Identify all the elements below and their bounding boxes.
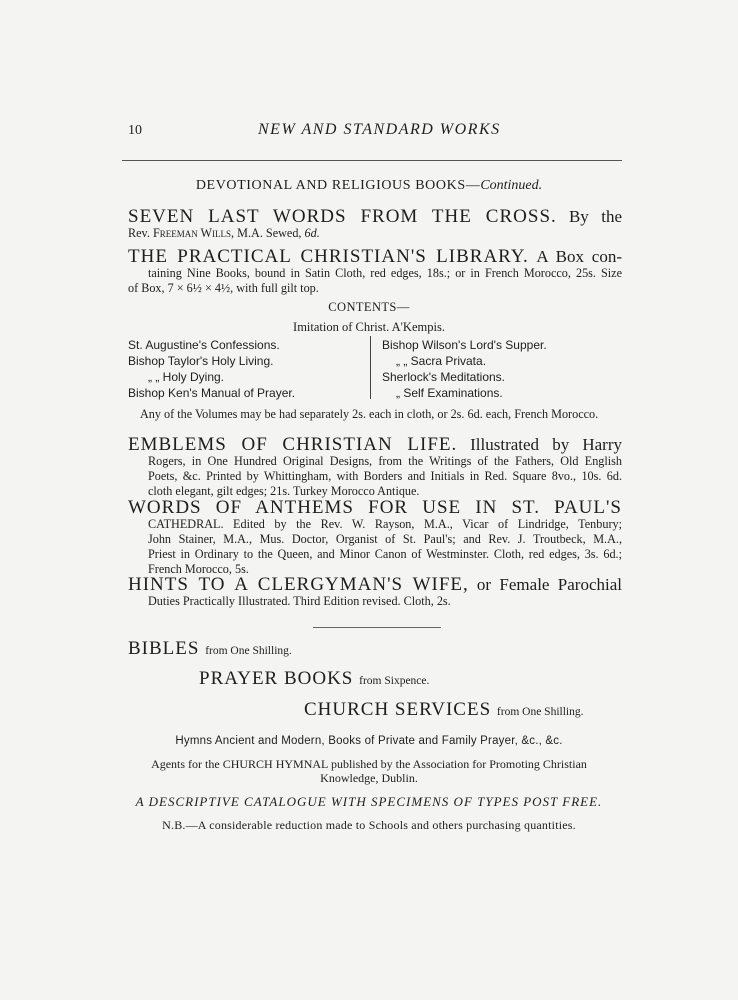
entry-title-line bbox=[128, 246, 622, 268]
contents-right-column bbox=[382, 337, 622, 401]
entry-detail: Duties Practically Illustrated. Third Edition revised. Cloth, 2s. bbox=[148, 594, 451, 608]
entry-practical-library bbox=[128, 246, 622, 296]
entry-detail bbox=[128, 226, 622, 241]
entry-title: HINTS TO A CLERGYMAN'S WIFE, bbox=[128, 574, 469, 595]
contents-item: „ „ Sacra Privata. bbox=[396, 354, 487, 368]
price: 6d. bbox=[304, 226, 320, 240]
bibles-title: BIBLES bbox=[128, 638, 200, 659]
contents-item: Bishop Ken's Manual of Prayer. bbox=[128, 386, 296, 400]
church-services-tail: from One Shilling. bbox=[496, 706, 584, 718]
entry-title-tail: A Box con- bbox=[536, 247, 622, 266]
entry-title-line bbox=[128, 497, 622, 519]
entry-detail-line-2: John Stainer, M.A., Mus. Doctor, Organist of St. Paul's; and Rev. J. Troutbeck, M.A., bbox=[148, 532, 622, 546]
contents-item: „ Self Examinations. bbox=[396, 386, 503, 400]
entry-detail-line-3: cloth elegant, gilt edges; 21s. Turkey Morocco Antique. bbox=[148, 484, 420, 498]
contents-first-item: Imitation of Christ. A'Kempis. bbox=[293, 320, 445, 334]
entry-detail-line-2: Poets, &c. Printed by Whittingham, with Borders and Initials in Red. Square 8vo., 10s. 6d. bbox=[148, 469, 622, 483]
agents-line-2: Knowledge, Dublin. bbox=[320, 771, 418, 785]
entry-title: SEVEN LAST WORDS FROM THE CROSS. bbox=[128, 206, 557, 227]
running-title: NEW AND STANDARD WORKS bbox=[258, 121, 501, 138]
entry-detail-line-1: Rogers, in One Hundred Original Designs, from the Writings of the Fathers, Old English bbox=[148, 454, 622, 468]
page-number: 10 bbox=[128, 123, 142, 138]
entry-detail-line-1: CATHEDRAL. Edited by the Rev. W. Rayson, M.A., Vicar of Lindridge, Tenbury; bbox=[148, 517, 622, 531]
entry-title-line bbox=[128, 206, 622, 228]
prayer-books-title: PRAYER BOOKS bbox=[199, 668, 354, 689]
entry-title-tail: By the bbox=[568, 207, 623, 226]
section-divider bbox=[313, 627, 441, 628]
entry-title-tail: or Female Parochial bbox=[476, 575, 623, 594]
section-continued: Continued. bbox=[480, 178, 543, 193]
bibles-line bbox=[128, 638, 292, 660]
contents-item: „ „ Holy Dying. bbox=[148, 370, 225, 384]
hymns-line: Hymns Ancient and Modern, Books of Private and Family Prayer, &c., &c. bbox=[175, 735, 563, 747]
entry-title-line bbox=[128, 574, 622, 596]
entry-detail-line-4: French Morocco, 5s. bbox=[148, 562, 249, 576]
entry-hints bbox=[128, 574, 622, 609]
contents-item: Bishop Taylor's Holy Living. bbox=[128, 354, 274, 368]
entry-title-line bbox=[128, 434, 622, 456]
prayer-books-tail: from Sixpence. bbox=[359, 675, 430, 687]
section-title bbox=[0, 178, 738, 194]
contents-left-column bbox=[128, 337, 358, 401]
section-title-text: DEVOTIONAL AND RELIGIOUS BOOKS— bbox=[195, 178, 481, 193]
prayer-books-line bbox=[199, 668, 429, 690]
bibles-tail: from One Shilling. bbox=[205, 645, 292, 657]
detail-suffix: , M.A. Sewed, bbox=[231, 226, 305, 240]
agents-line-1: Agents for the CHURCH HYMNAL published by the Association for Promoting Christian bbox=[151, 757, 587, 771]
entry-title-tail: Illustrated by Harry bbox=[470, 435, 622, 454]
entry-title: THE PRACTICAL CHRISTIAN'S LIBRARY. bbox=[128, 246, 529, 267]
entry-anthems bbox=[128, 497, 622, 577]
contents-divider bbox=[370, 336, 371, 399]
entry-emblems bbox=[128, 434, 622, 499]
entry-title: WORDS OF ANTHEMS FOR USE IN ST. PAUL'S bbox=[128, 497, 622, 518]
entry-detail-line-3: Priest in Ordinary to the Queen, and Minor Canon of Westminster. Cloth, red edges, 3s. 6d.; bbox=[148, 547, 622, 561]
contents-item: Bishop Wilson's Lord's Supper. bbox=[382, 338, 547, 352]
detail-prefix: Rev. bbox=[128, 226, 153, 240]
header-rule bbox=[122, 160, 622, 161]
volumes-note: Any of the Volumes may be had separately 2s. each in cloth, or 2s. 6d. each, French Morocco. bbox=[140, 407, 599, 421]
contents-item: Sherlock's Meditations. bbox=[382, 370, 506, 384]
church-services-title: CHURCH SERVICES bbox=[304, 699, 492, 720]
entry-title: EMBLEMS OF CHRISTIAN LIFE. bbox=[128, 434, 458, 455]
contents-label: CONTENTS— bbox=[328, 300, 410, 314]
catalogue-line: A DESCRIPTIVE CATALOGUE WITH SPECIMENS OF TYPES POST FREE. bbox=[135, 794, 603, 809]
entry-detail-line-1: taining Nine Books, bound in Satin Cloth, red edges, 18s.; or in French Morocco, 25s. Size bbox=[148, 266, 622, 280]
entry-detail-line-2: of Box, 7 × 6½ × 4½, with full gilt top. bbox=[128, 281, 319, 295]
church-services-line bbox=[304, 699, 583, 721]
nb-line: N.B.—A considerable reduction made to Schools and others purchasing quantities. bbox=[162, 818, 576, 832]
author-name: Freeman Wills bbox=[152, 226, 232, 240]
contents-item: St. Augustine's Confessions. bbox=[128, 338, 280, 352]
entry-seven-last-words bbox=[128, 206, 622, 241]
